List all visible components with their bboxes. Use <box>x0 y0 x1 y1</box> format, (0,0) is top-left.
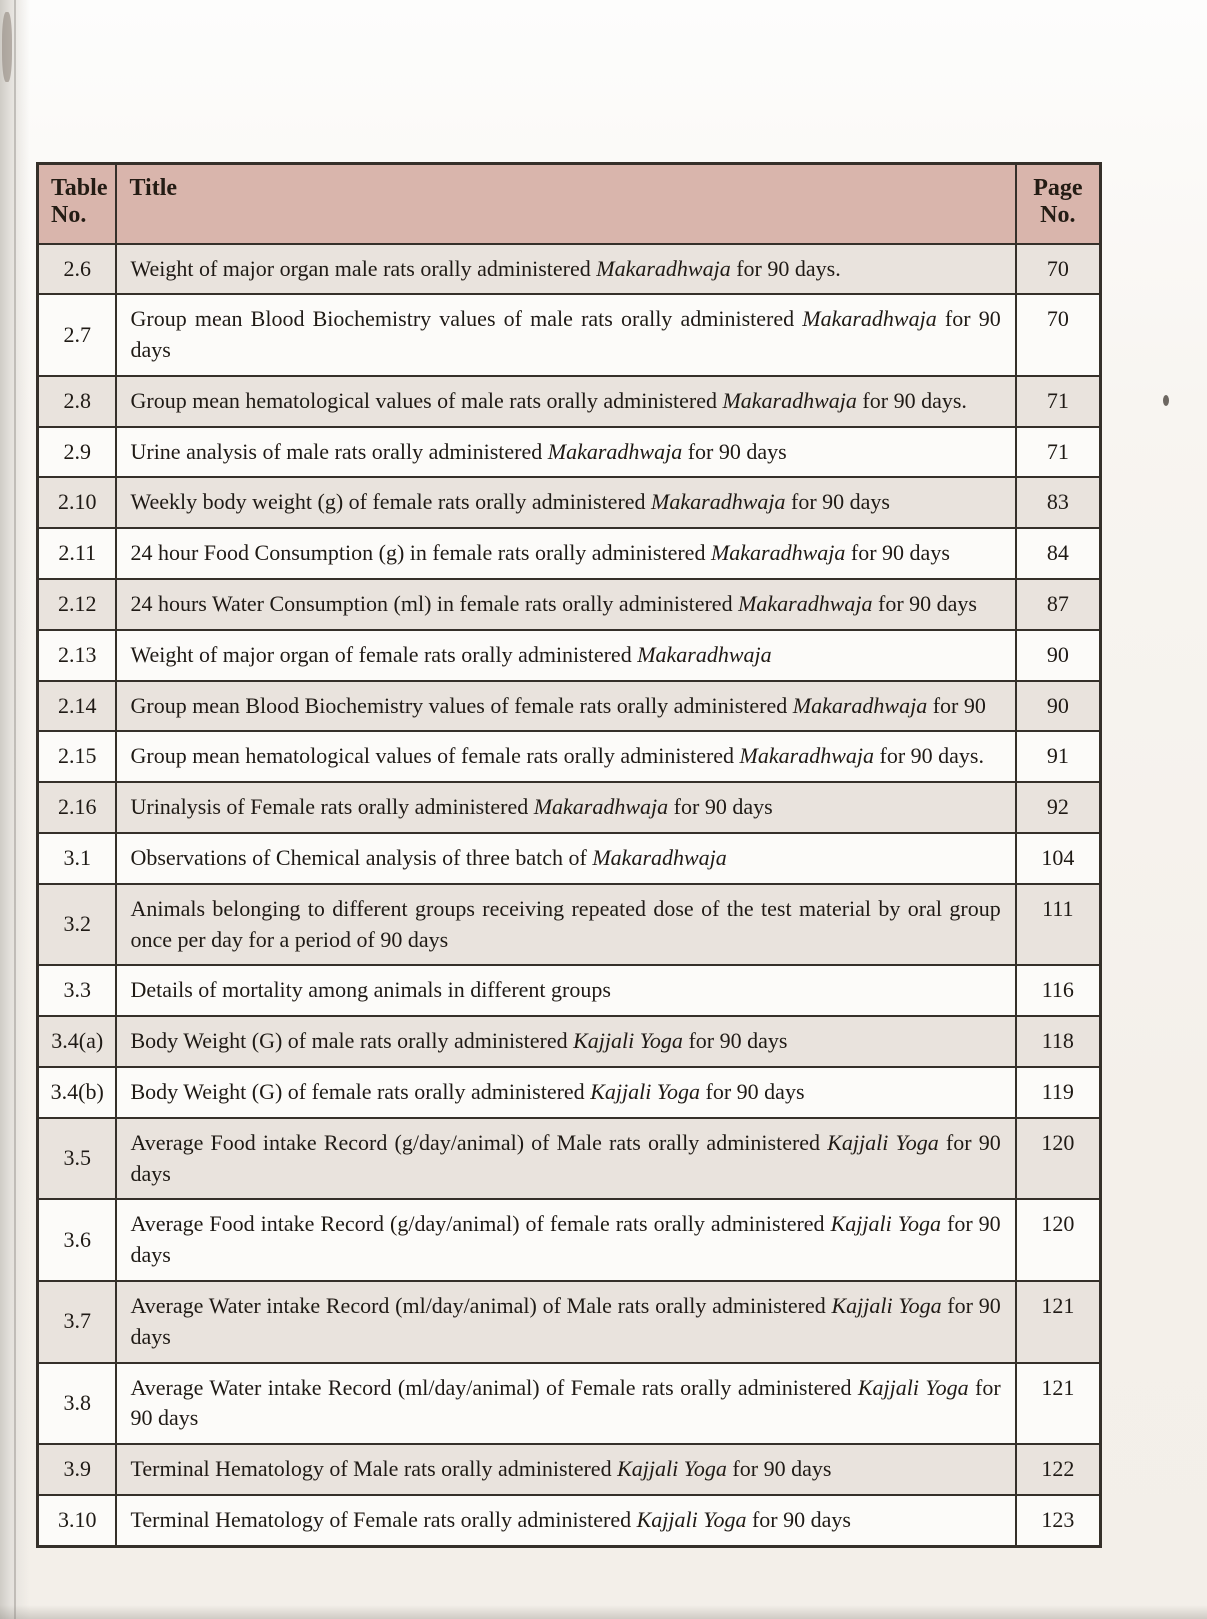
title-text: Animals belonging to different groups receiving repeated dose of the test material by oral group once per day for a period of 90 days <box>130 895 1001 952</box>
title-cell <box>116 1495 1015 1546</box>
header-table-no: Table No. <box>38 164 117 244</box>
table-row <box>38 579 1101 630</box>
title-cell <box>116 833 1015 884</box>
title-cell <box>116 965 1015 1016</box>
title-text: Terminal Hematology of Female rats orally administered <box>130 1507 637 1533</box>
title-text-cont: for 90 days <box>130 1293 1001 1349</box>
title-italic-term: Makaradhwaja <box>739 743 874 769</box>
title-italic-term: Makaradhwaja <box>637 641 772 667</box>
title-text-cont: for 90 days <box>682 1028 788 1054</box>
title-cell <box>116 477 1015 528</box>
title-cell <box>116 528 1015 579</box>
page-no-cell: 121 <box>1016 1281 1101 1363</box>
page-no-cell: 123 <box>1016 1495 1101 1546</box>
title-cell <box>116 1118 1015 1200</box>
table-row <box>38 681 1101 732</box>
title-cell <box>116 1363 1015 1445</box>
title-text-cont: for 90 days <box>130 1211 1001 1268</box>
table-body <box>38 244 1101 1547</box>
table-row <box>38 884 1101 966</box>
table-row <box>38 244 1101 295</box>
title-text-cont: for 90 days. <box>730 255 841 281</box>
title-italic-term: Kajjali Yoga <box>827 1129 939 1155</box>
page-no-cell: 71 <box>1016 427 1101 478</box>
title-cell <box>116 884 1015 966</box>
table-header <box>38 164 1101 244</box>
title-text: Urinalysis of Female rats orally administered <box>130 794 534 820</box>
table-row <box>38 630 1101 681</box>
title-italic-term: Kajjali Yoga <box>617 1456 727 1482</box>
table-row <box>38 1118 1101 1200</box>
table-no-cell: 3.1 <box>38 833 117 884</box>
header-title: Title <box>116 164 1015 244</box>
title-text: Details of mortality among animals in different groups <box>130 977 611 1003</box>
title-text: Group mean Blood Biochemistry values of male rats orally administered <box>130 306 803 332</box>
title-text: Body Weight (G) of male rats orally administered <box>130 1028 574 1054</box>
title-italic-term: Makaradhwaja <box>792 692 928 718</box>
table-no-cell: 3.2 <box>38 884 117 966</box>
title-cell <box>116 1016 1015 1067</box>
page-no-cell: 84 <box>1016 528 1101 579</box>
table-row <box>38 427 1101 478</box>
page-no-cell: 119 <box>1016 1067 1101 1118</box>
title-cell <box>116 579 1015 630</box>
table-row <box>38 477 1101 528</box>
table-row <box>38 965 1101 1016</box>
title-cell <box>116 376 1015 427</box>
page-no-cell: 120 <box>1016 1199 1101 1281</box>
title-text-cont: for 90 days <box>700 1079 805 1105</box>
page-no-cell: 121 <box>1016 1363 1101 1445</box>
title-text: Weight of major organ of female rats orally administered <box>130 641 638 667</box>
title-text-cont: for 90 days <box>130 306 1001 363</box>
table-no-cell: 2.6 <box>38 244 117 295</box>
title-italic-term: Makaradhwaja <box>547 438 683 464</box>
page-no-cell: 90 <box>1016 630 1101 681</box>
title-italic-term: Kajjali Yoga <box>830 1211 941 1237</box>
header-page-no: Page No. <box>1016 164 1101 244</box>
table-row <box>38 294 1101 376</box>
table-row <box>38 1363 1101 1445</box>
title-text: Terminal Hematology of Male rats orally administered <box>130 1456 618 1482</box>
header-row <box>38 164 1101 244</box>
table-row <box>38 528 1101 579</box>
title-text: Body Weight (G) of female rats orally administered <box>130 1079 591 1105</box>
table-row <box>38 1016 1101 1067</box>
page-no-cell: 70 <box>1016 244 1101 295</box>
title-text: Group mean hematological values of female rats orally administered <box>130 743 740 769</box>
table-row <box>38 731 1101 782</box>
table-no-cell: 2.12 <box>38 579 117 630</box>
title-text-cont: for 90 days <box>872 591 977 617</box>
table-no-cell: 2.8 <box>38 376 117 427</box>
table-no-cell: 2.10 <box>38 477 117 528</box>
page-no-cell: 83 <box>1016 477 1101 528</box>
title-text: Group mean Blood Biochemistry values of female rats orally administered <box>130 692 793 718</box>
page-no-cell: 122 <box>1016 1444 1101 1495</box>
title-text-cont: for 90 days <box>746 1507 851 1533</box>
table-no-cell: 2.7 <box>38 294 117 376</box>
title-cell <box>116 681 1015 732</box>
title-cell <box>116 294 1015 376</box>
scan-speck <box>1163 395 1169 406</box>
page-no-cell: 116 <box>1016 965 1101 1016</box>
title-cell <box>116 731 1015 782</box>
title-text: Weight of major organ male rats orally administered <box>130 255 597 281</box>
title-text: Average Water intake Record (ml/day/animal) of Female rats orally administered <box>130 1374 858 1400</box>
title-text-cont: for 90 days. <box>856 387 967 413</box>
title-cell <box>116 1067 1015 1118</box>
title-text-cont: for 90 days <box>726 1456 832 1482</box>
table-row <box>38 782 1101 833</box>
title-cell <box>116 630 1015 681</box>
table-no-cell: 3.5 <box>38 1118 117 1200</box>
title-italic-term: Makaradhwaja <box>592 845 727 871</box>
table-no-cell: 2.9 <box>38 427 117 478</box>
table-no-cell: 3.7 <box>38 1281 117 1363</box>
title-italic-term: Makaradhwaja <box>596 255 731 281</box>
page-bottom-shadow <box>0 1605 1207 1619</box>
title-text-cont: for 90 days <box>682 438 787 464</box>
title-cell <box>116 244 1015 295</box>
title-text-cont: for 90 days <box>785 489 890 515</box>
title-cell <box>116 782 1015 833</box>
table-no-cell: 3.6 <box>38 1199 117 1281</box>
title-text: Weekly body weight (g) of female rats orally administered <box>130 489 652 515</box>
table-row <box>38 1495 1101 1546</box>
table-row <box>38 1199 1101 1281</box>
title-text: Observations of Chemical analysis of three batch of <box>130 845 593 871</box>
title-text: Average Food intake Record (g/day/animal) of female rats orally administered <box>130 1211 831 1237</box>
title-cell <box>116 1444 1015 1495</box>
title-cell <box>116 1281 1015 1363</box>
table-no-cell: 2.15 <box>38 731 117 782</box>
table-no-cell: 3.8 <box>38 1363 117 1445</box>
title-text-cont: for 90 days <box>130 1374 1001 1431</box>
title-text: 24 hours Water Consumption (ml) in female rats orally administered <box>130 591 739 617</box>
table-row <box>38 1067 1101 1118</box>
page-no-cell: 92 <box>1016 782 1101 833</box>
page-no-cell: 120 <box>1016 1118 1101 1200</box>
page-no-cell: 118 <box>1016 1016 1101 1067</box>
table-row <box>38 1444 1101 1495</box>
title-italic-term: Makaradhwaja <box>722 387 857 413</box>
title-italic-term: Kajjali Yoga <box>573 1028 683 1054</box>
title-text: Group mean hematological values of male rats orally administered <box>130 387 723 413</box>
title-text: Urine analysis of male rats orally administered <box>130 438 548 464</box>
title-cell <box>116 1199 1015 1281</box>
table-no-cell: 3.10 <box>38 1495 117 1546</box>
title-italic-term: Makaradhwaja <box>651 489 786 515</box>
title-cell <box>116 427 1015 478</box>
table-no-cell: 2.11 <box>38 528 117 579</box>
title-text: Average Water intake Record (ml/day/animal) of Male rats orally administered <box>130 1293 832 1319</box>
table-row <box>38 1281 1101 1363</box>
title-text-cont: for 90 days <box>130 1129 1001 1186</box>
table-row <box>38 833 1101 884</box>
title-italic-term: Kajjali Yoga <box>857 1374 969 1400</box>
title-text: Average Food intake Record (g/day/animal) of Male rats orally administered <box>130 1129 828 1155</box>
table-no-cell: 3.4(b) <box>38 1067 117 1118</box>
title-text-cont: for 90 <box>927 692 986 718</box>
title-italic-term: Makaradhwaja <box>533 794 669 820</box>
title-text-cont: for 90 days. <box>874 743 984 769</box>
list-of-tables <box>36 162 1102 1548</box>
scan-corner-mark <box>2 12 12 82</box>
table-no-cell: 2.16 <box>38 782 117 833</box>
table-no-cell: 2.14 <box>38 681 117 732</box>
title-text: 24 hour Food Consumption (g) in female rats orally administered <box>130 540 711 566</box>
table-no-cell: 3.4(a) <box>38 1016 117 1067</box>
table-no-cell: 2.13 <box>38 630 117 681</box>
title-italic-term: Kajjali Yoga <box>590 1079 701 1105</box>
table-no-cell: 3.3 <box>38 965 117 1016</box>
title-italic-term: Kajjali Yoga <box>831 1293 942 1319</box>
title-italic-term: Makaradhwaja <box>738 591 873 617</box>
page-no-cell: 70 <box>1016 294 1101 376</box>
scan-crease-line <box>14 0 16 1619</box>
page-no-cell: 90 <box>1016 681 1101 732</box>
title-italic-term: Makaradhwaja <box>802 306 937 332</box>
table-row <box>38 376 1101 427</box>
title-text-cont: for 90 days <box>668 794 773 820</box>
title-text-cont: for 90 days <box>845 540 950 566</box>
page-no-cell: 111 <box>1016 884 1101 966</box>
page-no-cell: 71 <box>1016 376 1101 427</box>
page-no-cell: 87 <box>1016 579 1101 630</box>
table-no-cell: 3.9 <box>38 1444 117 1495</box>
title-italic-term: Makaradhwaja <box>710 540 846 566</box>
page-no-cell: 104 <box>1016 833 1101 884</box>
page-no-cell: 91 <box>1016 731 1101 782</box>
title-italic-term: Kajjali Yoga <box>636 1507 747 1533</box>
